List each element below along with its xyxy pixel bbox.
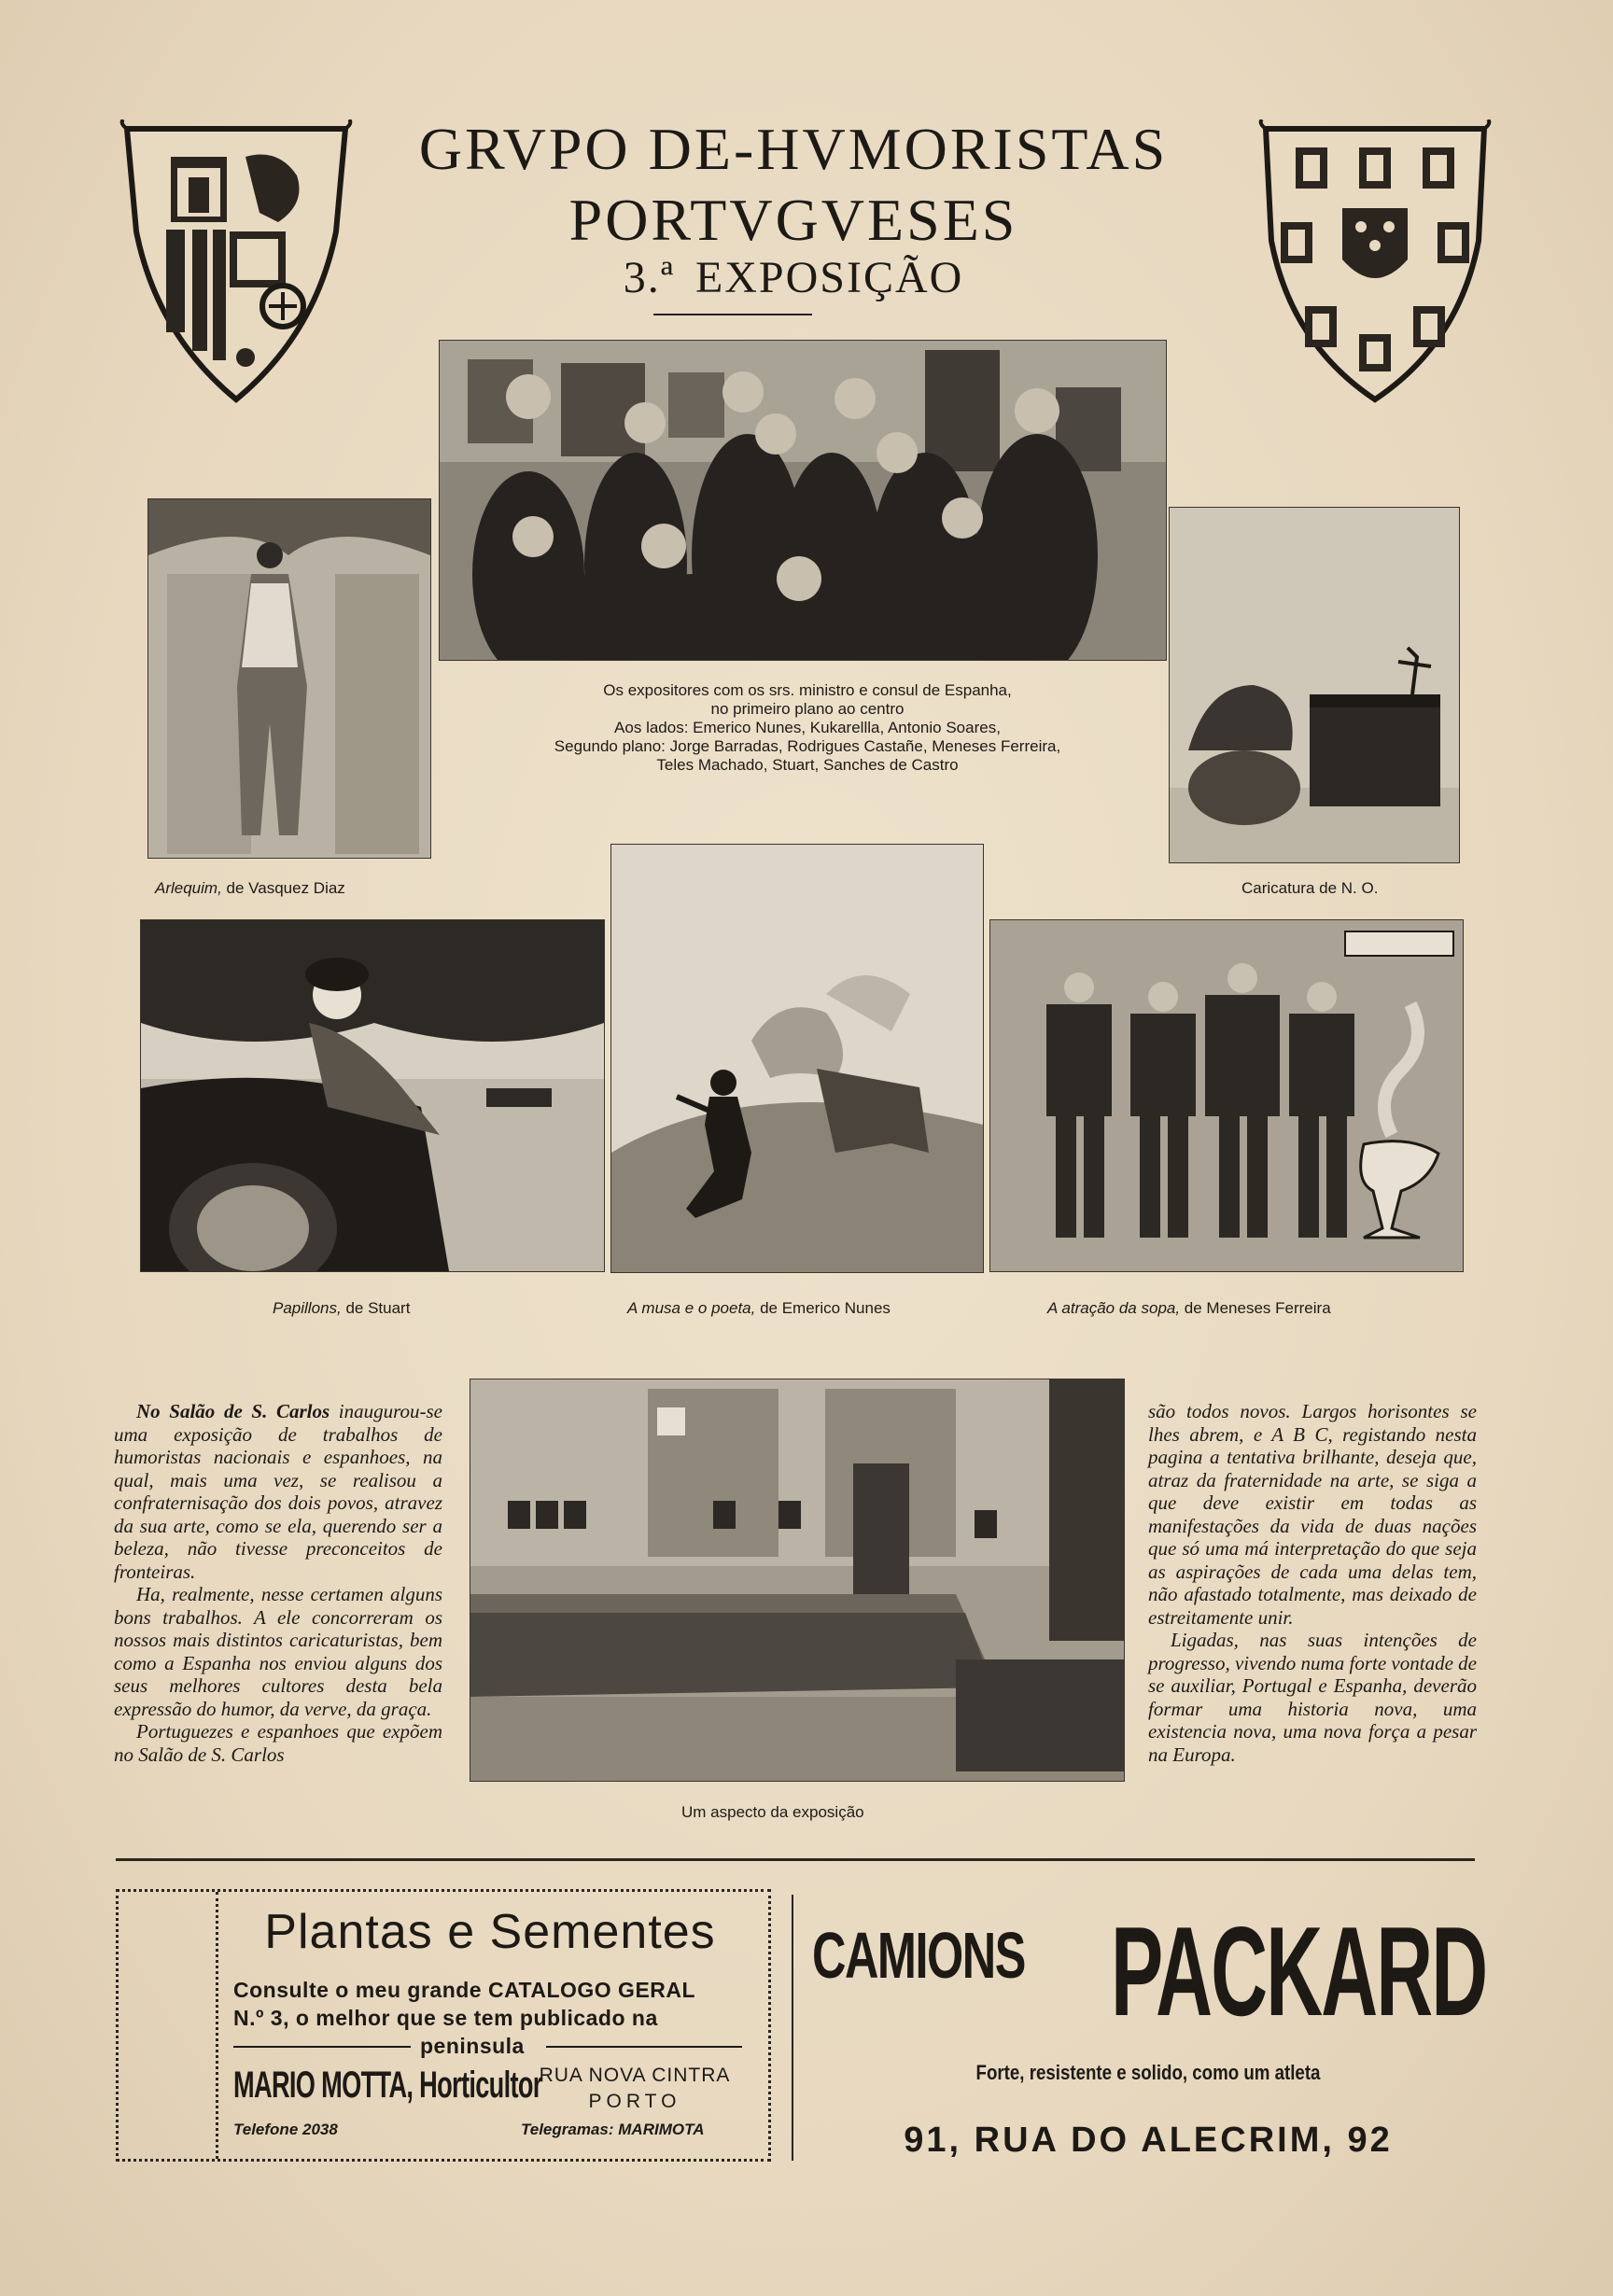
page-title-line1: GRVPO DE-HVMORISTAS xyxy=(418,116,1169,182)
group-photo-caption xyxy=(439,681,1176,775)
portuguese-coat-of-arms-icon xyxy=(1258,119,1492,409)
plantas-advert-name: MARIO MOTTA, Horticultor xyxy=(233,2065,542,2106)
atracao-sopa-caption-author: de Meneses Ferreira xyxy=(1180,1299,1331,1317)
plantas-advert-phone: Telefone 2038 xyxy=(233,2121,338,2138)
advert-divider xyxy=(792,1895,793,2161)
page-title-line2: PORTVGVESES xyxy=(568,187,1018,253)
group-photo xyxy=(439,340,1167,661)
article-lead: No Salão de S. Carlos xyxy=(136,1400,330,1422)
packard-advert-subtitle: Forte, resistente e solido, como um atleta xyxy=(975,2061,1321,2084)
arlequim-caption-author: de Vasquez Diaz xyxy=(221,879,345,897)
spanish-coat-of-arms-icon xyxy=(119,119,353,409)
article-right-paragraph-2: Ligadas, nas suas intenções de progresso, vivendo numa forte vontade de se auxiliar, Portugal e Espanha, deverão formar uma historia nova, uma existencia nova, uma nova força a pesar na Europa. xyxy=(1148,1629,1477,1766)
musa-poeta-caption-title: A musa e o poeta, xyxy=(627,1299,756,1317)
group-caption-line1: Os expositores com os srs. ministro e consul de Espanha, xyxy=(603,681,1012,699)
article-right-paragraph-1: são todos novos. Largos horisontes se lhes abrem, e A B C, registando nesta pagina a tentativa brilhante, deseja que, atraz da fraternidade na arte, se siga a que deve existir em todas as manifestações da vida de duas nações que só uma má interpretação do que seja as aspirações de cada uma delas tem, não afastado totalmente, mas deixado de estreitamente unir. xyxy=(1148,1400,1477,1629)
page-title-line3 xyxy=(513,253,1073,302)
papillons-artwork xyxy=(140,919,605,1272)
article-left-p1-text: inaugurou-se uma exposição de trabalhos de humoristas nacionais e espanhoes, na qual, mais uma vez, se realisou a confraternisação dos dois povos, atravez da sua arte, como se ela, querendo ser a beleza, não tivesse preconceitos de fronteiras. xyxy=(114,1400,442,1583)
papillons-caption-author: de Stuart xyxy=(341,1299,411,1317)
packard-advert-address: 91, RUA DO ALECRIM, 92 xyxy=(904,2121,1393,2160)
article-left-paragraph-3: Portuguezes e espanhoes que expõem no Salão de S. Carlos xyxy=(114,1720,442,1766)
group-caption-line5: Teles Machado, Stuart, Sanches de Castro xyxy=(656,756,959,774)
exhibition-number: 3.ª xyxy=(623,253,675,302)
exhibition-hall-photo xyxy=(470,1379,1125,1782)
plantas-advert-line1: Consulte o meu grande CATALOGO GERAL xyxy=(233,1978,696,2002)
musa-poeta-caption xyxy=(627,1299,891,1318)
group-caption-line2: no primeiro plano ao centro xyxy=(710,700,905,718)
plantas-advert-line3-row xyxy=(233,2033,742,2059)
plantas-advert-city: PORTO xyxy=(588,2091,681,2112)
papillons-caption-title: Papillons, xyxy=(273,1299,342,1317)
arlequim-caption-title: Arlequim, xyxy=(155,879,222,897)
packard-advert-title-packard: PACKARD xyxy=(1111,1900,1487,2042)
plantas-advert-line2: N.º 3, o melhor que se tem publicado na xyxy=(233,2006,658,2030)
title-underline xyxy=(653,314,812,315)
arlequim-caption xyxy=(155,879,345,898)
atracao-sopa-caption-title: A atração da sopa, xyxy=(1047,1299,1181,1317)
musa-poeta-artwork xyxy=(610,844,984,1273)
plantas-advert-telegram: Telegramas: MARIMOTA xyxy=(521,2121,705,2138)
group-caption-line4: Segundo plano: Jorge Barradas, Rodrigues Castañe, Meneses Ferreira, xyxy=(554,737,1061,755)
papillons-caption xyxy=(273,1299,410,1318)
peninsula-rule-right xyxy=(546,2046,742,2048)
article-left-paragraph-1 xyxy=(114,1400,442,1583)
plantas-advert-line3: peninsula xyxy=(420,2034,525,2058)
group-caption-line3: Aos lados: Emerico Nunes, Kukarellla, Antonio Soares, xyxy=(614,719,1001,736)
arlequim-artwork xyxy=(147,498,431,859)
exhibition-hall-caption: Um aspecto da exposição xyxy=(681,1803,864,1821)
packard-advert-title-camions: CAMIONS xyxy=(812,1919,1025,1992)
musa-poeta-caption-author: de Emerico Nunes xyxy=(755,1299,891,1317)
atracao-sopa-artwork xyxy=(989,919,1464,1272)
article-left-column xyxy=(114,1400,442,1766)
article-left-paragraph-2: Ha, realmente, nesse certamen alguns bons trabalhos. A ele concorreram os nossos mais distintos caricaturistas, bem como a Espanha nos enviou alguns dos seus melhores cultores desta bela expressão do humor, da verve, da graça. xyxy=(114,1583,442,1720)
plantas-advert-title: Plantas e Sementes xyxy=(264,1905,716,1959)
caricatura-caption: Caricatura de N. O. xyxy=(1241,879,1379,897)
advert-top-rule xyxy=(116,1858,1475,1861)
article-right-column xyxy=(1148,1400,1477,1766)
plantas-advert-street: RUA NOVA CINTRA xyxy=(539,2065,731,2086)
peninsula-rule-left xyxy=(233,2046,411,2048)
atracao-sopa-caption xyxy=(1047,1299,1331,1318)
exhibition-label: EXPOSIÇÃO xyxy=(694,253,964,302)
caricatura-artwork xyxy=(1169,507,1460,863)
